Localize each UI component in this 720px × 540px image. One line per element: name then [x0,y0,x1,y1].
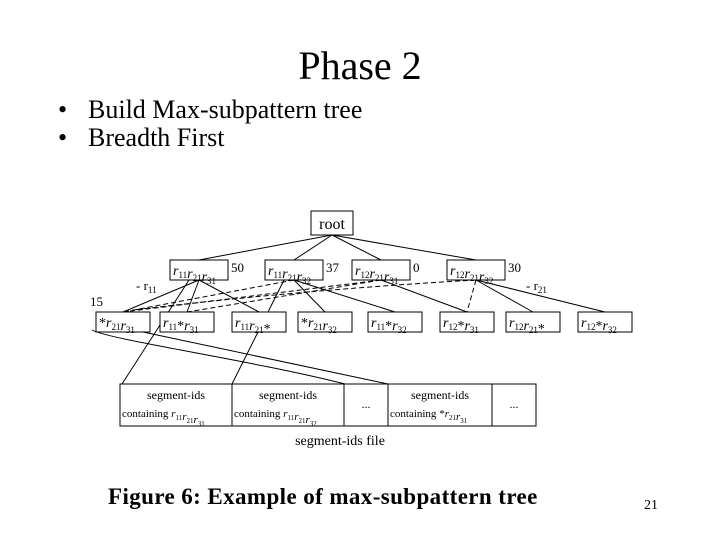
level2-node-label: $r_{12}r_{21}*$ [509,316,545,337]
svg-text:segment-ids: segment-ids [147,388,205,402]
level2-node [368,312,422,335]
level2-node-label: $*r_{21}r_{32}$ [301,316,337,335]
tree-edge-dashed [187,280,381,312]
segment-file-cell [362,397,371,411]
tree-edge [92,330,345,384]
svg-text:segment-ids: segment-ids [259,388,317,402]
missing-label-r21: - $r_{21}$ [526,278,547,295]
svg-text:...: ... [509,397,519,411]
svg-text:containing r11r21r31: containing $r_{11}r_{21}r_{31}$ [122,408,205,428]
level1-node [170,260,244,286]
svg-text:containing r11r21r32: containing $r_{11}r_{21}r_{32}$ [234,408,317,428]
tree-edge [476,280,533,312]
level2-node [96,312,150,335]
level1-node-count: 0 [413,260,420,275]
svg-text:...: ... [361,397,371,411]
level1-node-label: $r_{11}r_{21}r_{32}$ [268,264,312,286]
figure-caption: Figure 6: Example of max-subpattern tree [108,484,538,509]
bullet-item: • Build Max-subpattern tree [58,96,362,124]
level1-node-count: 30 [508,260,521,275]
side-count: 15 [90,294,103,309]
slide-title: Phase 2 [298,43,422,88]
level2-node-label: $*r_{21}r_{31}$ [99,316,135,335]
file-pointer-edge [143,332,388,384]
root-label: root [319,216,345,233]
segment-file-cell [510,397,519,411]
level2-node-label: $r_{12}*r_{32}$ [581,316,617,335]
svg-text:containing *r21r31: containing $*r_{21}r_{31}$ [390,408,468,425]
level1-node-label: $r_{11}r_{21}r_{31}$ [173,264,217,286]
level2-node-label: $r_{12}*r_{31}$ [443,316,479,335]
level1-node-label: $r_{12}r_{21}r_{32}$ [450,264,494,286]
segment-file-cell [122,388,205,428]
level2-node [160,312,214,335]
tree-edge [332,235,476,260]
level2-node-label: $r_{11}r_{21}*$ [235,316,271,337]
tree-edge-dashed [467,280,476,312]
segment-file-label: segment-ids file [295,434,385,449]
page-number: 21 [644,498,658,513]
bullet-item: • Breadth First [58,124,362,152]
level1-node-count: 50 [231,260,244,275]
level2-node [506,312,560,337]
level2-node-label: $r_{11}*r_{32}$ [371,316,407,335]
level2-node [232,312,286,337]
svg-text:segment-ids: segment-ids [411,388,469,402]
level2-node [298,312,352,335]
level1-node-count: 37 [326,260,339,275]
segment-file-cell [390,388,469,425]
segment-file-cell [234,388,317,428]
level2-node-label: $r_{11}*r_{31}$ [163,316,199,335]
tree-edge [199,235,332,260]
level1-node-label: $r_{12}r_{21}r_{31}$ [355,264,399,286]
missing-label-r11: - $r_{11}$ [136,278,157,295]
level2-node [440,312,494,335]
level2-node [578,312,632,335]
